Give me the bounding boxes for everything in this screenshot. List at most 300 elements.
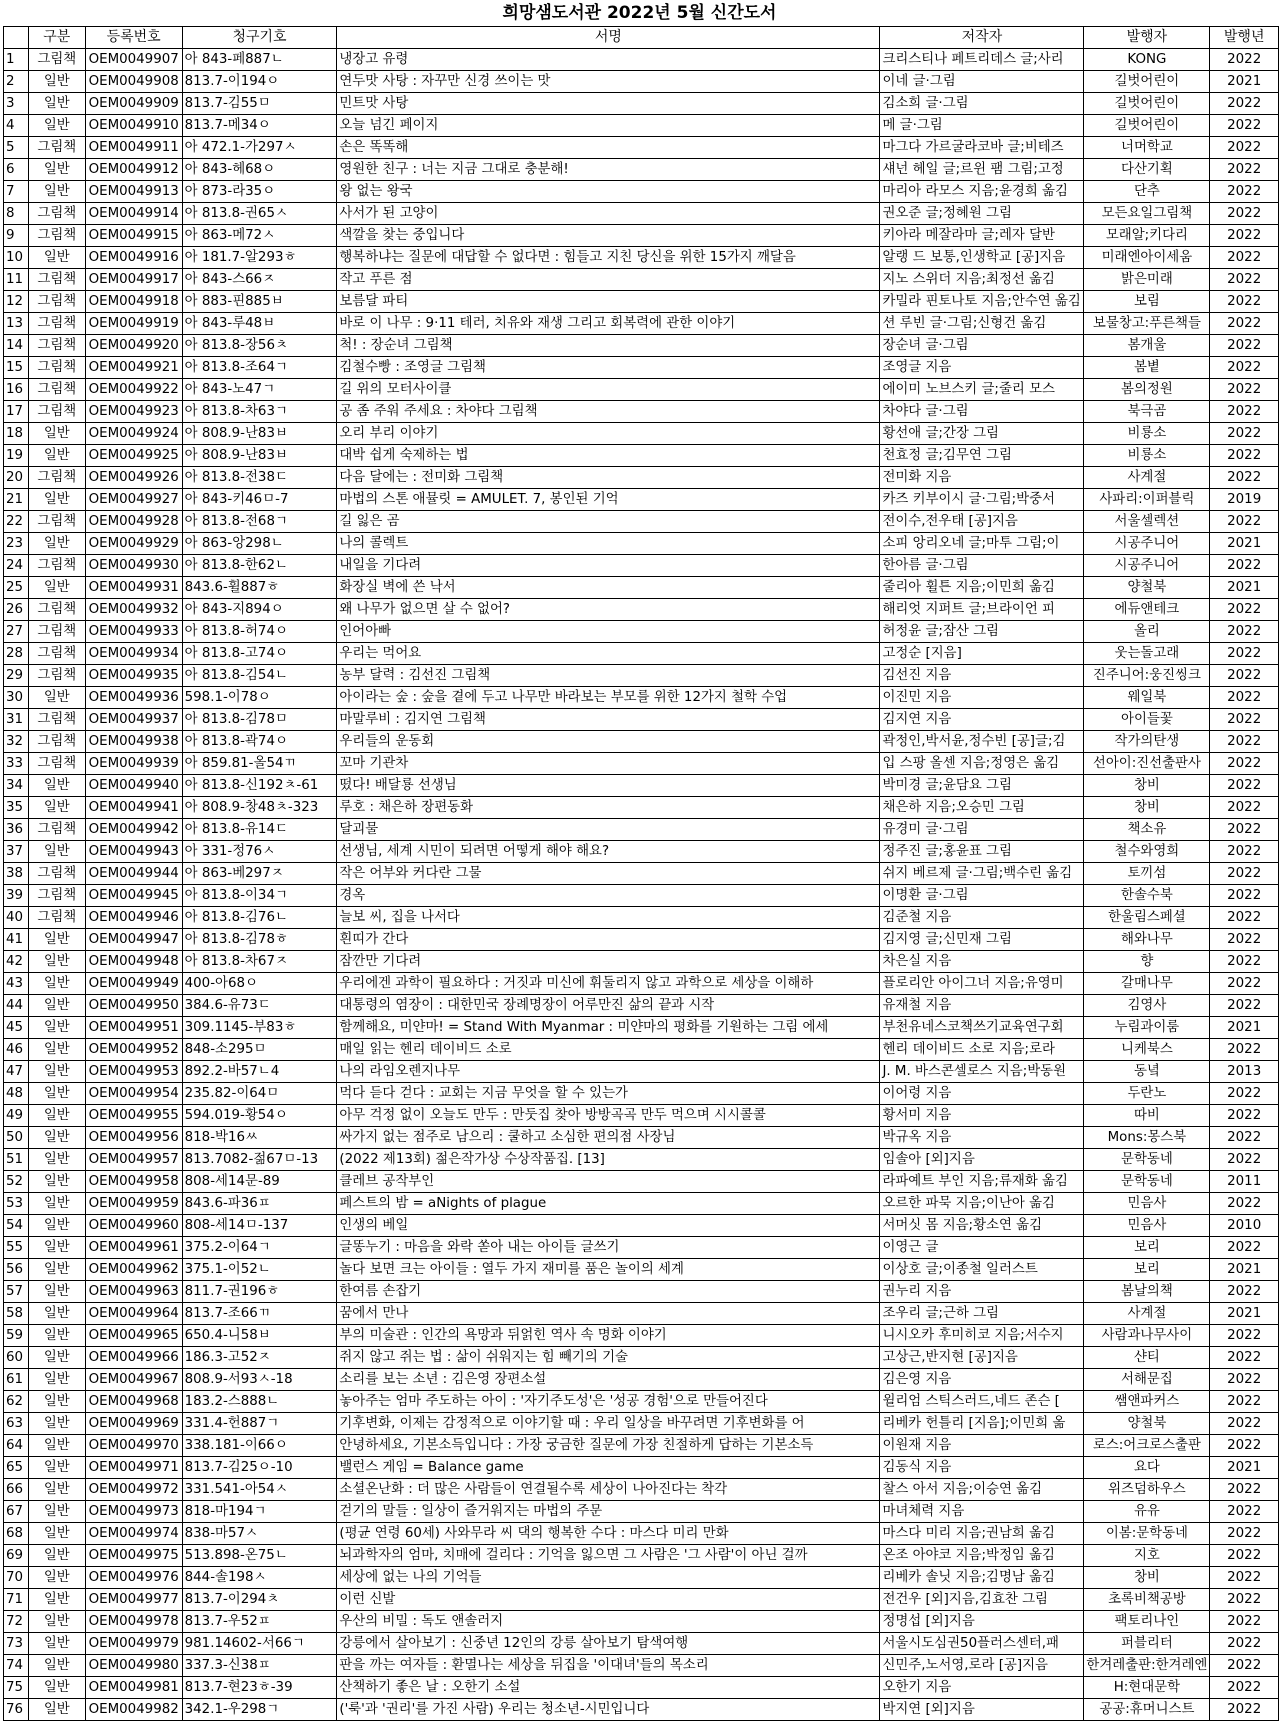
cell-author: 차은실 지음 <box>880 951 1084 973</box>
cell-reg-no: OEM0049927 <box>85 489 182 511</box>
cell-category: 일반 <box>28 951 85 973</box>
table-row <box>4 885 1279 907</box>
cell-reg-no: OEM0049971 <box>85 1457 182 1479</box>
cell-title: 꼬마 기관차 <box>337 753 880 775</box>
cell-category: 일반 <box>28 93 85 115</box>
cell-no: 43 <box>4 973 29 995</box>
table-row <box>4 1369 1279 1391</box>
cell-no: 36 <box>4 819 29 841</box>
cell-author: 김준철 지음 <box>880 907 1084 929</box>
cell-publisher: 비룡소 <box>1084 445 1210 467</box>
cell-category: 일반 <box>28 1413 85 1435</box>
cell-year: 2022 <box>1210 1545 1279 1567</box>
cell-category: 일반 <box>28 247 85 269</box>
cell-author: 정명섭 [외]지음 <box>880 1611 1084 1633</box>
cell-category: 일반 <box>28 115 85 137</box>
cell-year: 2022 <box>1210 731 1279 753</box>
cell-no: 5 <box>4 137 29 159</box>
cell-category: 일반 <box>28 1589 85 1611</box>
cell-title: 산책하기 좋은 날 : 오한기 소설 <box>337 1677 880 1699</box>
cell-title: 행복하냐는 질문에 대답할 수 없다면 : 힘들고 지친 당신을 위한 15가지 깨달음 <box>337 247 880 269</box>
cell-call-no: 183.2-스888ㄴ <box>182 1391 337 1413</box>
cell-publisher: 서울셀렉션 <box>1084 511 1210 533</box>
cell-call-no: 아 331-정76ㅅ <box>182 841 337 863</box>
cell-author: 유재철 지음 <box>880 995 1084 1017</box>
cell-author: 메 글·그림 <box>880 115 1084 137</box>
cell-author: 션 루빈 글·그림;신형건 옮김 <box>880 313 1084 335</box>
cell-author: 해리엇 지퍼트 글;브라이언 피 <box>880 599 1084 621</box>
cell-reg-no: OEM0049951 <box>85 1017 182 1039</box>
cell-category: 그림책 <box>28 291 85 313</box>
cell-no: 4 <box>4 115 29 137</box>
cell-year: 2022 <box>1210 225 1279 247</box>
cell-call-no: 아 808.9-난83ㅂ <box>182 423 337 445</box>
cell-no: 25 <box>4 577 29 599</box>
cell-title: 왕 없는 왕국 <box>337 181 880 203</box>
cell-reg-no: OEM0049922 <box>85 379 182 401</box>
cell-year: 2021 <box>1210 71 1279 93</box>
cell-title: 왜 나무가 없으면 살 수 없어? <box>337 599 880 621</box>
cell-author: 조우리 글;근하 그림 <box>880 1303 1084 1325</box>
cell-author: 이영근 글 <box>880 1237 1084 1259</box>
cell-author: 크리스티나 페트리데스 글;사리 <box>880 49 1084 71</box>
table-row <box>4 1105 1279 1127</box>
cell-call-no: 813.7-현23ㅎ-39 <box>182 1677 337 1699</box>
cell-publisher: 한겨레출판:한겨레엔 <box>1084 1655 1210 1677</box>
cell-reg-no: OEM0049939 <box>85 753 182 775</box>
cell-no: 51 <box>4 1149 29 1171</box>
cell-year: 2022 <box>1210 467 1279 489</box>
cell-publisher: 시공주니어 <box>1084 555 1210 577</box>
cell-title: 소셜온난화 : 더 많은 사람들이 연결될수록 세상이 나아진다는 착각 <box>337 1479 880 1501</box>
table-row <box>4 1457 1279 1479</box>
cell-reg-no: OEM0049907 <box>85 49 182 71</box>
cell-year: 2022 <box>1210 247 1279 269</box>
table-row <box>4 753 1279 775</box>
cell-publisher: 지호 <box>1084 1545 1210 1567</box>
cell-publisher: 갈매나무 <box>1084 973 1210 995</box>
cell-no: 70 <box>4 1567 29 1589</box>
cell-reg-no: OEM0049930 <box>85 555 182 577</box>
table-row <box>4 1127 1279 1149</box>
cell-publisher: 모래알;키다리 <box>1084 225 1210 247</box>
table-row <box>4 1215 1279 1237</box>
table-row <box>4 1567 1279 1589</box>
cell-category: 그림책 <box>28 599 85 621</box>
cell-publisher: 해와나무 <box>1084 929 1210 951</box>
cell-reg-no: OEM0049960 <box>85 1215 182 1237</box>
cell-reg-no: OEM0049938 <box>85 731 182 753</box>
cell-reg-no: OEM0049908 <box>85 71 182 93</box>
cell-category: 그림책 <box>28 885 85 907</box>
cell-publisher: 미래엔아이세움 <box>1084 247 1210 269</box>
cell-no: 24 <box>4 555 29 577</box>
cell-title: 먹다 듣다 걷다 : 교회는 지금 무엇을 할 수 있는가 <box>337 1083 880 1105</box>
cell-year: 2022 <box>1210 775 1279 797</box>
cell-call-no: 235.82-이64ㅁ <box>182 1083 337 1105</box>
cell-no: 54 <box>4 1215 29 1237</box>
cell-publisher: 웃는돌고래 <box>1084 643 1210 665</box>
cell-no: 76 <box>4 1699 29 1721</box>
cell-title: 냉장고 유령 <box>337 49 880 71</box>
col-header-category: 구분 <box>28 27 85 49</box>
cell-publisher: 보물창고:푸른책들 <box>1084 313 1210 335</box>
cell-reg-no: OEM0049933 <box>85 621 182 643</box>
cell-no: 56 <box>4 1259 29 1281</box>
cell-no: 21 <box>4 489 29 511</box>
cell-category: 그림책 <box>28 335 85 357</box>
cell-title: 우산의 비밀 : 독도 앤솔러지 <box>337 1611 880 1633</box>
page-title: 희망샘도서관 2022년 5월 신간도서 <box>502 3 777 23</box>
cell-reg-no: OEM0049943 <box>85 841 182 863</box>
table-row <box>4 1237 1279 1259</box>
cell-category: 그림책 <box>28 357 85 379</box>
cell-reg-no: OEM0049963 <box>85 1281 182 1303</box>
cell-call-no: 아 472.1-가297ㅅ <box>182 137 337 159</box>
cell-no: 39 <box>4 885 29 907</box>
cell-no: 59 <box>4 1325 29 1347</box>
cell-call-no: 아 813.8-김76ㄴ <box>182 907 337 929</box>
table-row <box>4 951 1279 973</box>
table-row <box>4 863 1279 885</box>
table-row <box>4 313 1279 335</box>
cell-call-no: 아 843-페887ㄴ <box>182 49 337 71</box>
cell-call-no: 아 813.8-장56ㅊ <box>182 335 337 357</box>
cell-call-no: 843.6-파36ㅍ <box>182 1193 337 1215</box>
cell-no: 2 <box>4 71 29 93</box>
cell-category: 일반 <box>28 775 85 797</box>
cell-author: 김동식 지음 <box>880 1457 1084 1479</box>
cell-reg-no: OEM0049928 <box>85 511 182 533</box>
cell-call-no: 813.7082-젊67ㅁ-13 <box>182 1149 337 1171</box>
cell-year: 2022 <box>1210 665 1279 687</box>
cell-reg-no: OEM0049941 <box>85 797 182 819</box>
table-row <box>4 423 1279 445</box>
cell-category: 일반 <box>28 423 85 445</box>
cell-publisher: 동녘 <box>1084 1061 1210 1083</box>
cell-publisher: 단추 <box>1084 181 1210 203</box>
cell-no: 60 <box>4 1347 29 1369</box>
cell-year: 2021 <box>1210 1017 1279 1039</box>
cell-reg-no: OEM0049920 <box>85 335 182 357</box>
cell-author: 알랭 드 보통,인생학교 [공]지음 <box>880 247 1084 269</box>
cell-publisher: 위즈덤하우스 <box>1084 1479 1210 1501</box>
cell-publisher: 양철북 <box>1084 577 1210 599</box>
cell-no: 14 <box>4 335 29 357</box>
cell-author: 장순녀 글·그림 <box>880 335 1084 357</box>
cell-call-no: 아 859.81-올54ㄲ <box>182 753 337 775</box>
cell-call-no: 813.7-메34ㅇ <box>182 115 337 137</box>
cell-reg-no: OEM0049980 <box>85 1655 182 1677</box>
cell-year: 2022 <box>1210 1567 1279 1589</box>
cell-title: 놓아주는 엄마 주도하는 아이 : '자기주도성'은 '성공 경험'으로 만들어진다 <box>337 1391 880 1413</box>
cell-call-no: 186.3-고52ㅈ <box>182 1347 337 1369</box>
cell-title: 판을 까는 여자들 : 환멸나는 세상을 뒤집을 '이대녀'들의 목소리 <box>337 1655 880 1677</box>
cell-author: 오한기 지음 <box>880 1677 1084 1699</box>
cell-title: 우리는 먹어요 <box>337 643 880 665</box>
cell-publisher: 따비 <box>1084 1105 1210 1127</box>
cell-publisher: 민음사 <box>1084 1215 1210 1237</box>
cell-publisher: 창비 <box>1084 775 1210 797</box>
cell-author: 이진민 지음 <box>880 687 1084 709</box>
table-row <box>4 445 1279 467</box>
cell-no: 32 <box>4 731 29 753</box>
cell-year: 2022 <box>1210 907 1279 929</box>
cell-title: 밸런스 게임 = Balance game <box>337 1457 880 1479</box>
cell-publisher: 사계절 <box>1084 467 1210 489</box>
cell-year: 2022 <box>1210 1281 1279 1303</box>
table-row <box>4 731 1279 753</box>
cell-no: 44 <box>4 995 29 1017</box>
cell-year: 2022 <box>1210 1413 1279 1435</box>
cell-reg-no: OEM0049966 <box>85 1347 182 1369</box>
cell-reg-no: OEM0049982 <box>85 1699 182 1721</box>
cell-publisher: 봄개울 <box>1084 335 1210 357</box>
table-row <box>4 665 1279 687</box>
cell-publisher: 공공:휴머니스트 <box>1084 1699 1210 1721</box>
cell-year: 2021 <box>1210 1457 1279 1479</box>
cell-call-no: 아 843-지894ㅇ <box>182 599 337 621</box>
cell-category: 일반 <box>28 797 85 819</box>
cell-call-no: 309.1145-부83ㅎ <box>182 1017 337 1039</box>
cell-author: 마녀체력 지음 <box>880 1501 1084 1523</box>
table-row <box>4 1303 1279 1325</box>
cell-reg-no: OEM0049972 <box>85 1479 182 1501</box>
table-row <box>4 203 1279 225</box>
cell-author: 전건우 [외]지음,김효찬 그림 <box>880 1589 1084 1611</box>
table-row <box>4 159 1279 181</box>
cell-reg-no: OEM0049956 <box>85 1127 182 1149</box>
cell-publisher: 비룡소 <box>1084 423 1210 445</box>
cell-category: 일반 <box>28 1611 85 1633</box>
cell-author: 이상호 글;이종철 일러스트 <box>880 1259 1084 1281</box>
table-row <box>4 225 1279 247</box>
cell-category: 일반 <box>28 1435 85 1457</box>
cell-year: 2022 <box>1210 203 1279 225</box>
cell-no: 49 <box>4 1105 29 1127</box>
cell-title: 매일 읽는 헨리 데이비드 소로 <box>337 1039 880 1061</box>
cell-reg-no: OEM0049944 <box>85 863 182 885</box>
cell-year: 2022 <box>1210 159 1279 181</box>
cell-publisher: 서해문집 <box>1084 1369 1210 1391</box>
cell-category: 일반 <box>28 1567 85 1589</box>
cell-call-no: 838-마57ㅅ <box>182 1523 337 1545</box>
cell-title: 세상에 없는 나의 기억들 <box>337 1567 880 1589</box>
cell-title: 바로 이 나무 : 9·11 테러, 치유와 재생 그리고 회복력에 관한 이야기 <box>337 313 880 335</box>
cell-title: 흰띠가 간다 <box>337 929 880 951</box>
table-row <box>4 1325 1279 1347</box>
cell-call-no: 331.541-아54ㅅ <box>182 1479 337 1501</box>
cell-publisher: 팩토리나인 <box>1084 1611 1210 1633</box>
cell-year: 2022 <box>1210 291 1279 313</box>
cell-call-no: 아 843-스66ㅈ <box>182 269 337 291</box>
cell-category: 일반 <box>28 1457 85 1479</box>
cell-no: 74 <box>4 1655 29 1677</box>
cell-author: 헨리 데이비드 소로 지음;로라 <box>880 1039 1084 1061</box>
cell-year: 2022 <box>1210 709 1279 731</box>
cell-reg-no: OEM0049923 <box>85 401 182 423</box>
cell-no: 19 <box>4 445 29 467</box>
cell-year: 2022 <box>1210 357 1279 379</box>
table-row <box>4 1017 1279 1039</box>
cell-reg-no: OEM0049961 <box>85 1237 182 1259</box>
cell-category: 일반 <box>28 1501 85 1523</box>
cell-category: 일반 <box>28 1039 85 1061</box>
cell-title: 싸가지 없는 점주로 남으리 : 쿨하고 소심한 편의점 사장님 <box>337 1127 880 1149</box>
cell-no: 31 <box>4 709 29 731</box>
cell-author: 윌리엄 스틱스러드,네드 존슨 [ <box>880 1391 1084 1413</box>
col-header-publisher: 발행자 <box>1084 27 1210 49</box>
cell-call-no: 337.3-신38ㅍ <box>182 1655 337 1677</box>
table-row <box>4 511 1279 533</box>
table-row <box>4 1281 1279 1303</box>
cell-publisher: KONG <box>1084 49 1210 71</box>
table-row <box>4 599 1279 621</box>
cell-publisher: 이봄:문학동네 <box>1084 1523 1210 1545</box>
cell-year: 2021 <box>1210 1259 1279 1281</box>
cell-no: 61 <box>4 1369 29 1391</box>
cell-reg-no: OEM0049931 <box>85 577 182 599</box>
cell-category: 일반 <box>28 1633 85 1655</box>
cell-no: 29 <box>4 665 29 687</box>
cell-title: 나의 라임오렌지나무 <box>337 1061 880 1083</box>
cell-reg-no: OEM0049979 <box>85 1633 182 1655</box>
cell-category: 일반 <box>28 1677 85 1699</box>
cell-no: 58 <box>4 1303 29 1325</box>
col-header-no <box>4 27 29 49</box>
cell-year: 2013 <box>1210 1061 1279 1083</box>
cell-category: 일반 <box>28 1523 85 1545</box>
cell-title: 인생의 베일 <box>337 1215 880 1237</box>
cell-year: 2010 <box>1210 1215 1279 1237</box>
cell-no: 27 <box>4 621 29 643</box>
cell-no: 64 <box>4 1435 29 1457</box>
cell-author: 김은영 지음 <box>880 1369 1084 1391</box>
cell-no: 35 <box>4 797 29 819</box>
cell-author: 차야다 글·그림 <box>880 401 1084 423</box>
cell-publisher: 요다 <box>1084 1457 1210 1479</box>
cell-reg-no: OEM0049970 <box>85 1435 182 1457</box>
cell-year: 2022 <box>1210 1589 1279 1611</box>
cell-category: 그림책 <box>28 467 85 489</box>
cell-author: 키아라 메잘라마 글;레자 달반 <box>880 225 1084 247</box>
cell-no: 6 <box>4 159 29 181</box>
cell-title: 손은 똑똑해 <box>337 137 880 159</box>
cell-no: 16 <box>4 379 29 401</box>
cell-call-no: 844-솔198ㅅ <box>182 1567 337 1589</box>
cell-publisher: 에듀앤테크 <box>1084 599 1210 621</box>
cell-call-no: 아 813.8-허74ㅇ <box>182 621 337 643</box>
cell-no: 13 <box>4 313 29 335</box>
cell-title: 아무 걱정 없이 오늘도 만두 : 만둣집 찾아 방방곡곡 만두 먹으며 시시콜콜 <box>337 1105 880 1127</box>
table-row <box>4 1479 1279 1501</box>
cell-category: 일반 <box>28 1545 85 1567</box>
table-row <box>4 797 1279 819</box>
cell-reg-no: OEM0049949 <box>85 973 182 995</box>
cell-no: 75 <box>4 1677 29 1699</box>
cell-year: 2022 <box>1210 445 1279 467</box>
cell-no: 62 <box>4 1391 29 1413</box>
cell-reg-no: OEM0049969 <box>85 1413 182 1435</box>
col-header-year: 발행년 <box>1210 27 1279 49</box>
table-row <box>4 247 1279 269</box>
table-row <box>4 819 1279 841</box>
cell-author: 이어령 지음 <box>880 1083 1084 1105</box>
cell-title: 대박 쉽게 숙제하는 법 <box>337 445 880 467</box>
table-row <box>4 1633 1279 1655</box>
cell-year: 2022 <box>1210 1435 1279 1457</box>
cell-reg-no: OEM0049978 <box>85 1611 182 1633</box>
cell-call-no: 513.898-온75ㄴ <box>182 1545 337 1567</box>
cell-publisher: 봄의정원 <box>1084 379 1210 401</box>
cell-call-no: 아 813.8-차63ㄱ <box>182 401 337 423</box>
cell-call-no: 아 863-앙298ㄴ <box>182 533 337 555</box>
cell-no: 11 <box>4 269 29 291</box>
cell-author: 채은하 지음;오승민 그림 <box>880 797 1084 819</box>
table-row <box>4 1083 1279 1105</box>
cell-author: 리베카 헌틀리 [지음];이민희 옮 <box>880 1413 1084 1435</box>
cell-reg-no: OEM0049924 <box>85 423 182 445</box>
cell-no: 57 <box>4 1281 29 1303</box>
cell-title: 오리 부리 이야기 <box>337 423 880 445</box>
cell-author: 유경미 글·그림 <box>880 819 1084 841</box>
cell-call-no: 아 181.7-알293ㅎ <box>182 247 337 269</box>
cell-category: 일반 <box>28 577 85 599</box>
cell-category: 그림책 <box>28 313 85 335</box>
cell-title: 영원한 친구 : 너는 지금 그대로 충분해! <box>337 159 880 181</box>
cell-author: 김지연 지음 <box>880 709 1084 731</box>
col-header-call-no: 청구기호 <box>182 27 337 49</box>
cell-category: 그림책 <box>28 555 85 577</box>
cell-title: 보름달 파티 <box>337 291 880 313</box>
cell-category: 그림책 <box>28 665 85 687</box>
table-row <box>4 621 1279 643</box>
cell-author: 조영글 지음 <box>880 357 1084 379</box>
cell-call-no: 아 813.8-권65ㅅ <box>182 203 337 225</box>
cell-no: 9 <box>4 225 29 247</box>
cell-publisher: 김영사 <box>1084 995 1210 1017</box>
table-row <box>4 577 1279 599</box>
cell-reg-no: OEM0049936 <box>85 687 182 709</box>
table-row <box>4 1061 1279 1083</box>
cell-title: 글똥누기 : 마음을 와락 쏟아 내는 아이들 글쓰기 <box>337 1237 880 1259</box>
cell-title: 우리에겐 과학이 필요하다 : 거짓과 미신에 휘둘리지 않고 과학으로 세상을 이해하 <box>337 973 880 995</box>
cell-category: 일반 <box>28 1061 85 1083</box>
cell-year: 2022 <box>1210 863 1279 885</box>
cell-title: 다음 달에는 : 전미화 그림책 <box>337 467 880 489</box>
cell-publisher: 민음사 <box>1084 1193 1210 1215</box>
cell-year: 2011 <box>1210 1171 1279 1193</box>
table-row <box>4 1149 1279 1171</box>
cell-category: 일반 <box>28 181 85 203</box>
cell-category: 일반 <box>28 995 85 1017</box>
cell-reg-no: OEM0049916 <box>85 247 182 269</box>
cell-year: 2022 <box>1210 1655 1279 1677</box>
cell-publisher: 아이들꽃 <box>1084 709 1210 731</box>
cell-no: 69 <box>4 1545 29 1567</box>
cell-category: 일반 <box>28 1303 85 1325</box>
cell-year: 2022 <box>1210 1193 1279 1215</box>
cell-year: 2022 <box>1210 401 1279 423</box>
cell-reg-no: OEM0049965 <box>85 1325 182 1347</box>
cell-reg-no: OEM0049968 <box>85 1391 182 1413</box>
table-row <box>4 841 1279 863</box>
table-row <box>4 907 1279 929</box>
cell-reg-no: OEM0049912 <box>85 159 182 181</box>
cell-call-no: 아 813.8-김78ㅎ <box>182 929 337 951</box>
cell-reg-no: OEM0049914 <box>85 203 182 225</box>
cell-category: 그림책 <box>28 203 85 225</box>
